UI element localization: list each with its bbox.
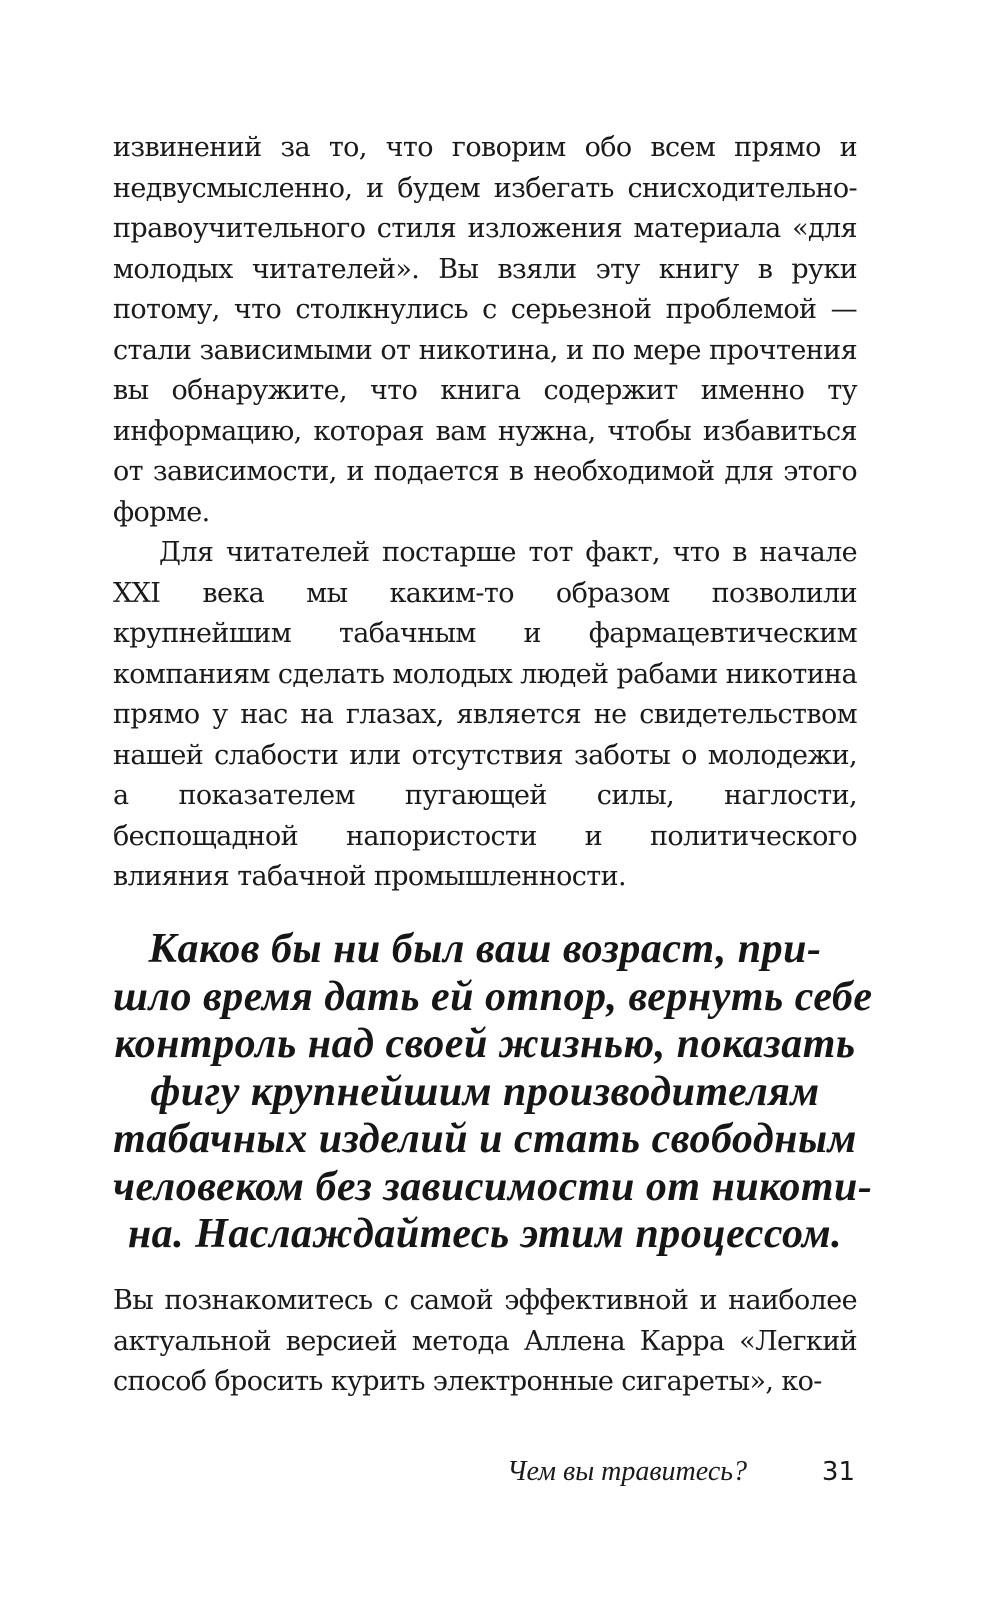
body-text-top [113,128,857,898]
pull-quote-line: Каков бы ни был ваш возраст, при- [148,926,822,972]
paragraph-method: Вы познакомитесь с самой эффективной и наиболее актуальной версией метода Аллена Карра «Легкий способ бросить курить электронные сигареты», ко- [113,1285,857,1397]
pull-quote-line: на. Наслаждайтесь этим процессом. [127,1211,843,1257]
pull-quote-line: человеком без зависимости от никоти- [113,1163,873,1210]
paragraph-older-readers: Для читателей постарше тот факт, что в начале XXI века мы каким-то образом позволили крупнейшим табачным и фармацевтическим компаниям сделать молодых людей рабами никотина прямо у нас на глазах, является не свидетельством нашей слабости или отсутствия заботы о молодежи, а показателем пугающей силы, наглости, беспощадной напористости и политического влияния табачной промышленности. [113,537,857,892]
page-number: 31 [821,1457,855,1487]
pull-quote [113,926,873,1259]
pull-quote-line: контроль над своей жизнью, показать [114,1021,856,1067]
paragraph-continued: извинений за то, что говорим обо всем прямо и недвусмысленно, и будем избегать снисходительно-правоучительного стиля изложения материала «для молодых читателей». Вы взяли эту книгу в руки потому, что столкнулись с серьезной проблемой — стали зависимыми от никотина, и по мере прочтения вы обнаружите, что книга содержит именно ту информацию, которая вам нужна, чтобы избавиться от зависимости, и подается в необходимой для этого форме. [113,132,857,528]
page-footer [113,1452,857,1492]
body-text-bottom [113,1281,857,1403]
pull-quote-line: табачных изделий и стать свободным [113,1116,857,1162]
running-title: Чем вы травитесь? [507,1456,747,1487]
pull-quote-line: фигу крупнейшим производителям [150,1068,820,1115]
pull-quote-line: шло время дать ей отпор, вернуть себе [113,973,873,1020]
